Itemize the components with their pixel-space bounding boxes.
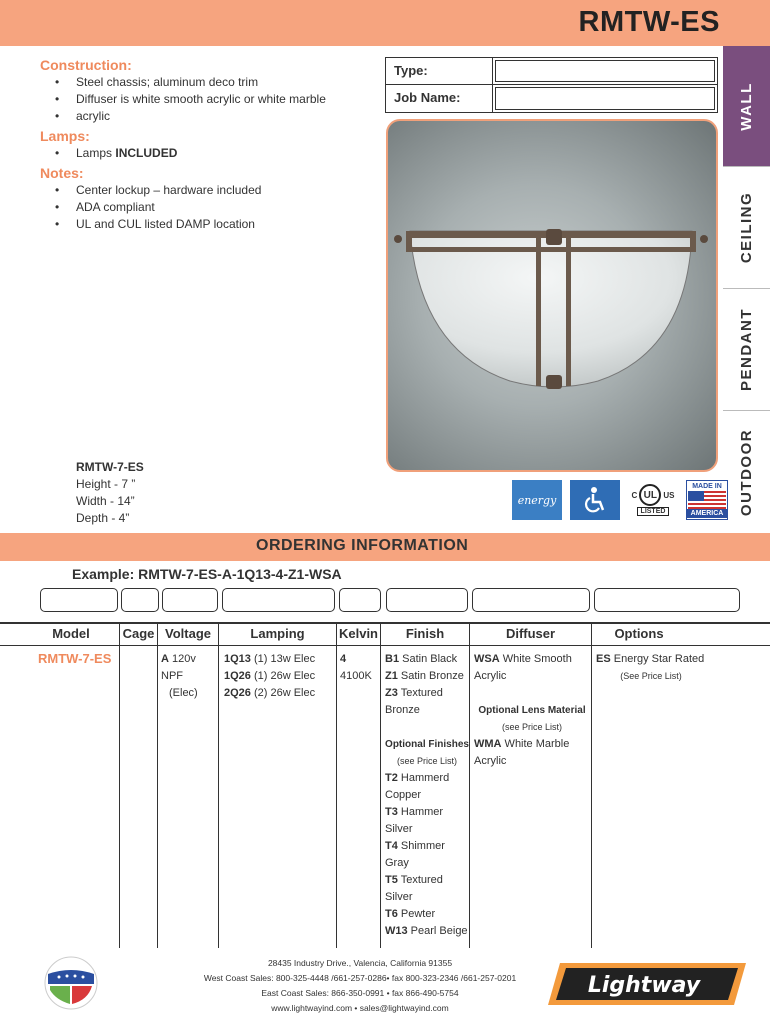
lamps-text: Lamps	[76, 146, 116, 160]
col-header-cage: Cage	[122, 626, 155, 641]
tab-ceiling-label: CEILING	[738, 191, 755, 264]
made-in-text: MADE IN	[692, 483, 722, 490]
finish-option: T2 Hammerd Copper	[385, 772, 450, 801]
finish-option: W13 Pearl Beige	[385, 925, 468, 937]
list-item-continued	[40, 108, 380, 125]
kelvin-text: 4100K	[340, 670, 372, 682]
finish-option: T3 Hammer Silver	[385, 806, 444, 835]
ul-c-text: C	[631, 490, 638, 500]
voltage-sub: (Elec)	[169, 687, 198, 699]
list-item: • UL and CUL listed DAMP location	[40, 216, 380, 233]
diffuser-see-price: (see Price List)	[501, 722, 563, 732]
list-item: • Diffuser is white smooth acrylic or white marble	[40, 91, 380, 108]
type-job-box	[385, 57, 718, 113]
construction-list	[40, 74, 380, 125]
optional-finishes-heading: Optional Finishes	[385, 739, 469, 750]
voltage-cell	[161, 651, 217, 702]
diffuser-option: WSA White Smooth Acrylic	[474, 653, 572, 682]
lamps-heading: Lamps:	[40, 128, 90, 144]
energy-star-icon	[512, 480, 562, 520]
product-title: RMTW-ES	[578, 6, 720, 38]
col-header-voltage: Voltage	[165, 626, 211, 641]
header-bar	[0, 0, 770, 46]
list-item: • Steel chassis; aluminum deco trim	[40, 74, 380, 91]
lamping-option: 1Q26 (1) 26w Elec	[224, 670, 316, 682]
tab-pendant-label: PENDANT	[738, 307, 756, 392]
ul-listed-icon: C UL US LISTED	[628, 480, 678, 520]
finish-option: Z3 Textured Bronze	[385, 687, 443, 716]
col-header-finish: Finish	[405, 626, 445, 641]
options-option: ES Energy Star Rated	[596, 653, 705, 665]
list-item: • Center lockup – hardware included	[40, 182, 380, 199]
lamping-code-box[interactable]	[222, 588, 335, 612]
made-in-america-icon	[686, 480, 728, 520]
energy-star-text: energy	[517, 493, 557, 507]
product-photo	[386, 119, 718, 472]
tab-outdoor-label: OUTDOOR	[738, 428, 756, 516]
ordering-title: ORDERING INFORMATION	[256, 537, 469, 554]
east-coast-sales: East Coast Sales: 866-350-0991 • fax 866-490-5754	[261, 988, 459, 998]
kelvin-code: 4	[340, 653, 347, 665]
ul-us-text: US	[663, 490, 675, 500]
col-header-diffuser: Diffuser	[505, 626, 556, 641]
ordering-table	[0, 622, 770, 948]
finish-option: B1 Satin Black	[385, 653, 458, 665]
lightway-logo	[540, 955, 754, 1011]
made-in-usa-badge-icon	[44, 956, 98, 1010]
column-divider	[119, 622, 120, 948]
type-row	[386, 58, 717, 85]
construction-heading: Construction:	[40, 57, 132, 73]
voltage-code: A	[161, 653, 169, 665]
options-see-price: (See Price List)	[620, 671, 682, 681]
lamps-list	[40, 145, 380, 162]
diffuser-option: WMA White Marble Acrylic	[474, 738, 570, 767]
column-divider	[218, 622, 219, 948]
diffuser-cell	[474, 651, 590, 770]
lightway-logo-icon	[540, 955, 754, 1011]
lightway-wordmark: Lightway	[587, 973, 701, 998]
column-divider	[591, 622, 592, 948]
finish-code-box[interactable]	[386, 588, 468, 612]
job-name-field[interactable]	[495, 87, 715, 110]
options-code-box[interactable]	[594, 588, 740, 612]
kelvin-cell	[340, 651, 380, 685]
col-header-model: Model	[52, 626, 90, 641]
dimensions	[76, 459, 144, 527]
job-name-label: Job Name:	[386, 85, 493, 112]
table-top-rule	[0, 622, 770, 624]
lamping-option: 1Q13 (1) 13w Elec	[224, 653, 316, 665]
options-cell	[596, 651, 706, 685]
footer	[0, 952, 770, 1024]
notes-heading: Notes:	[40, 165, 84, 181]
tab-ceiling[interactable]	[723, 167, 770, 289]
model-code-box[interactable]	[40, 588, 118, 612]
tab-pendant[interactable]	[723, 289, 770, 411]
wall-sconce-image	[388, 121, 718, 472]
dimension-model: RMTW-7-ES	[76, 460, 144, 474]
lamping-option: 2Q26 (2) 26w Elec	[224, 687, 316, 699]
america-text: AMERICA	[687, 509, 727, 518]
column-divider	[469, 622, 470, 948]
voltage-code-box[interactable]	[162, 588, 218, 612]
type-label: Type:	[386, 58, 493, 84]
ada-accessible-icon	[570, 480, 620, 520]
type-field[interactable]	[495, 60, 715, 82]
col-header-options: Options	[614, 626, 664, 641]
dimension-height: Height - 7 ”	[76, 477, 136, 491]
wheelchair-icon	[580, 485, 610, 515]
web-email[interactable]: www.lightwayind.com • sales@lightwayind.com	[271, 1003, 449, 1013]
company-contact	[170, 956, 550, 1016]
west-coast-sales: West Coast Sales: 800-325-4448 /661-257-0286• fax 800-323-2346 /661-257-0201	[203, 973, 517, 983]
cage-code-box[interactable]	[121, 588, 159, 612]
dimension-depth: Depth - 4”	[76, 511, 130, 525]
ordering-bar	[0, 533, 770, 561]
ordering-example: Example: RMTW-7-ES-A-1Q13-4-Z1-WSA	[72, 566, 342, 582]
job-row	[386, 85, 717, 112]
tab-wall-label: WALL	[738, 81, 755, 131]
list-item-text: acrylic	[76, 109, 111, 123]
col-header-lamping: Lamping	[250, 626, 305, 641]
model-value: RMTW-7-ES	[38, 651, 112, 666]
column-divider	[380, 622, 381, 948]
notes-list	[40, 182, 380, 233]
table-header-rule	[0, 645, 770, 646]
kelvin-code-box[interactable]	[339, 588, 381, 612]
list-item: • ADA compliant	[40, 199, 380, 216]
finish-option: T4 Shimmer Gray	[385, 840, 445, 869]
finish-option: T6 Pewter	[385, 908, 436, 920]
lamps-included: INCLUDED	[115, 146, 178, 160]
voltage-text: 120v NPF	[161, 653, 196, 682]
column-divider	[157, 622, 158, 948]
category-tabs	[723, 46, 770, 533]
company-address: 28435 Industry Drive., Valencia, California 91355	[267, 958, 453, 968]
col-header-kelvin: Kelvin	[338, 626, 378, 641]
dimension-width: Width - 14”	[76, 494, 135, 508]
lamping-cell	[224, 651, 334, 702]
ul-listed-text: LISTED	[637, 507, 670, 516]
spec-column	[40, 54, 380, 233]
finish-option: Z1 Satin Bronze	[385, 670, 464, 682]
finish-option: T5 Textured Silver	[385, 874, 443, 903]
finish-see-price: (see Price List)	[396, 756, 458, 766]
tab-wall[interactable]	[723, 46, 770, 167]
optional-lens-heading: Optional Lens Material	[478, 705, 586, 716]
list-item	[40, 145, 380, 162]
tab-outdoor[interactable]	[723, 411, 770, 533]
finish-cell	[385, 651, 469, 940]
diffuser-code-box[interactable]	[472, 588, 590, 612]
certification-logos	[512, 480, 728, 520]
column-divider	[336, 622, 337, 948]
